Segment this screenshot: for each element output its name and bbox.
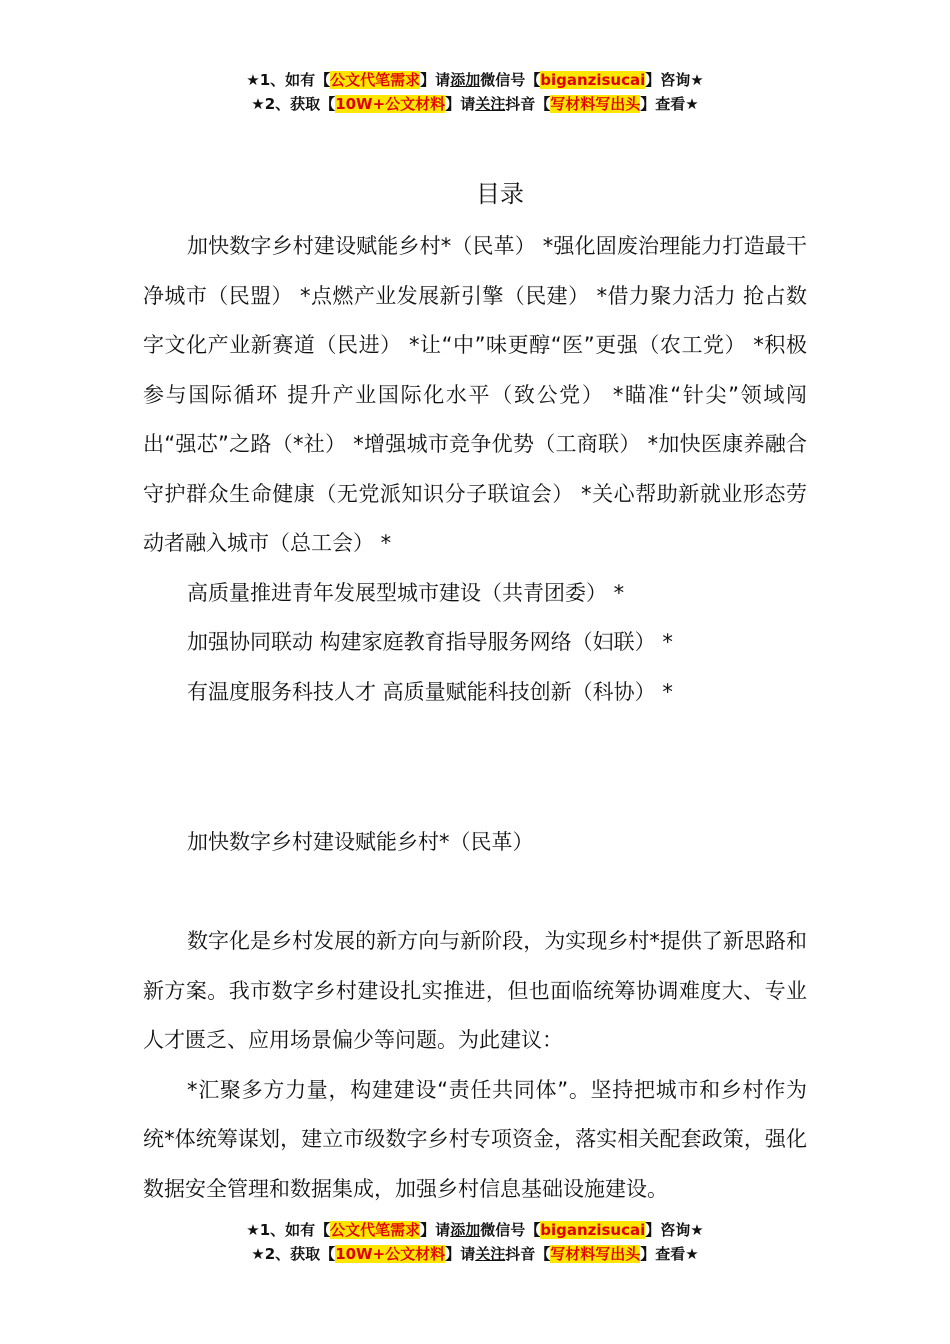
banner-text: 】咨询★ <box>645 71 704 89</box>
banner-text: 】咨询★ <box>645 1221 704 1239</box>
section-title: 加快数字乡村建设赋能乡村*（民革） <box>187 830 534 854</box>
banner-line-1 <box>0 68 950 92</box>
section-paragraph: *汇聚多方力量，构建建设“责任共同体”。坚持把城市和乡村作为统*体统筹谋划，建立市级数字乡村专项资金，落实相关配套政策，强化数据安全管理和数据集成，加强乡村信息基础设施建设。 <box>143 1077 807 1201</box>
banner-underline: 关注 <box>475 95 506 113</box>
banner-highlight: 写材料写出头 <box>550 1245 641 1263</box>
footer-banner <box>0 1218 950 1266</box>
banner-text: ★2、获取【 <box>251 95 336 113</box>
banner-highlight: biganzisucai <box>540 1221 646 1239</box>
banner-line-1 <box>0 1218 950 1242</box>
banner-underline: 添加 <box>450 1221 481 1239</box>
toc-main-paragraph: 加快数字乡村建设赋能乡村*（民革） *强化固废治理能力打造最干净城市（民盟） *点燃产业发展新引擎（民建） *借力聚力活力 抢占数字文化产业新赛道（民进） *让“中”味更醇“医”更强（农工党） *积极参与国际循环 提升产业国际化水平（致公党） *瞄准“针尖”领域闯出“强芯”之路（*社） *增强城市竞争优势（工商联） *加快医康养融合 守护群众生命健康（无党派知识分子联谊会） *关心帮助新就业形态劳动者融入城市（总工会） * <box>143 234 807 555</box>
banner-highlight: 写材料写出头 <box>550 95 641 113</box>
banner-underline: 添加 <box>450 71 481 89</box>
banner-highlight: 公文代笔需求 <box>330 1221 421 1239</box>
banner-text: 微信号【 <box>480 1221 541 1239</box>
banner-highlight: 10W+公文材料 <box>335 95 446 113</box>
banner-text: 】查看★ <box>640 1245 699 1263</box>
banner-underline: 关注 <box>475 1245 506 1263</box>
banner-text: 】请 <box>445 95 476 113</box>
toc-entry: 高质量推进青年发展型城市建设（共青团委） * <box>187 580 625 605</box>
banner-text: 抖音【 <box>505 1245 551 1263</box>
banner-text: ★1、如有【 <box>246 1221 331 1239</box>
toc-entry: 有温度服务科技人才 高质量赋能科技创新（科协） * <box>187 679 673 704</box>
banner-text: 】请 <box>420 1221 451 1239</box>
toc-entry: 加强协同联动 构建家庭教育指导服务网络（妇联） * <box>187 630 673 654</box>
banner-line-2 <box>0 92 950 116</box>
section-paragraph: 数字化是乡村发展的新方向与新阶段，为实现乡村*提供了新思路和新方案。我市数字乡村建设扎实推进，但也面临统筹协调难度大、专业人才匮乏、应用场景偏少等问题。为此建议： <box>143 929 807 1052</box>
banner-text: 】查看★ <box>640 95 699 113</box>
toc-title: 目录 <box>476 180 524 208</box>
banner-text: 】请 <box>420 71 451 89</box>
banner-text: 】请 <box>445 1245 476 1263</box>
header-banner <box>0 68 950 116</box>
banner-text: 抖音【 <box>505 95 551 113</box>
banner-highlight: 公文代笔需求 <box>330 71 421 89</box>
section-body <box>143 917 807 1214</box>
banner-highlight: biganzisucai <box>540 71 646 89</box>
table-of-contents <box>143 222 807 717</box>
banner-highlight: 10W+公文材料 <box>335 1245 446 1263</box>
banner-text: ★1、如有【 <box>246 71 331 89</box>
banner-text: 微信号【 <box>480 71 541 89</box>
banner-text: ★2、获取【 <box>251 1245 336 1263</box>
banner-line-2 <box>0 1242 950 1266</box>
